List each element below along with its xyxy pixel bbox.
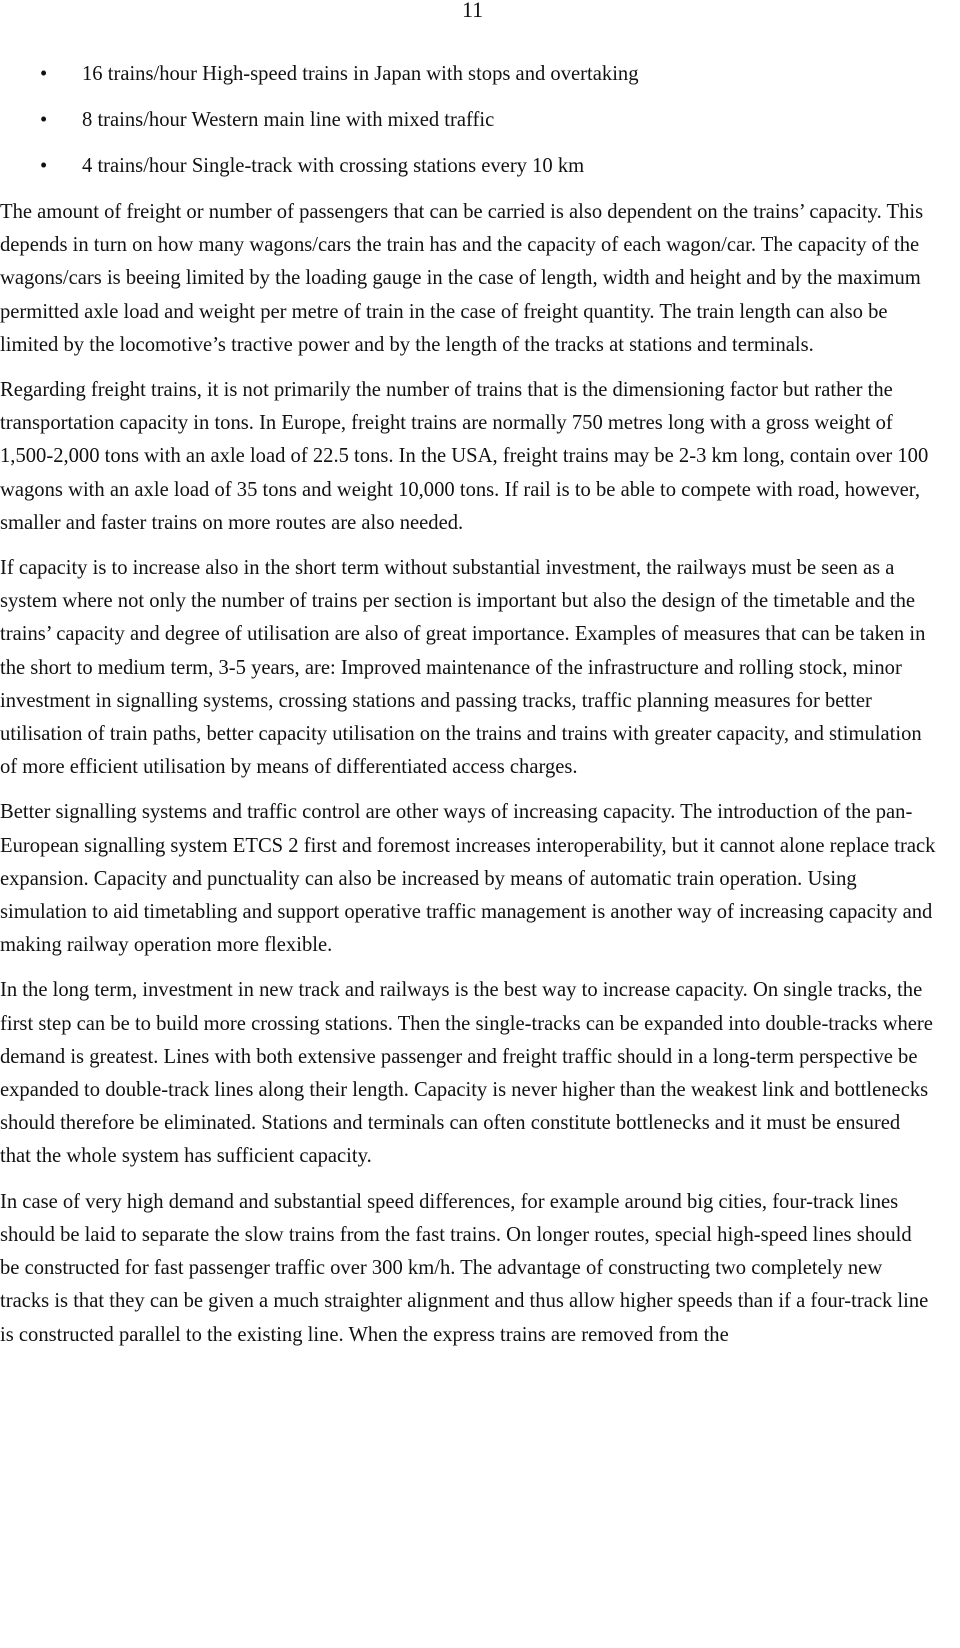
bullet-icon: • — [40, 63, 48, 85]
paragraph-short-term-measures: If capacity is to increase also in the short term without substantial investment, the railways must be seen as a system where not only the number of trains per section is important but also the design of the timetable and the trains’ capacity and degree of utilisation are also of great importance. Examples of measures that can be taken in the short to medium term, 3-5 years, are: Improved maintenance of the infrastructure and rolling stock, minor investment in signalling systems, crossing stations and passing tracks, traffic planning measures for better utilisation of train paths, better capacity utilisation on the trains and trains with greater capacity, and stimulation of more efficient utilisation by means of differentiated access charges. — [0, 557, 926, 779]
page-body — [0, 51, 936, 1364]
list-item-text: 16 trains/hour High-speed trains in Japan with stops and overtaking — [82, 63, 639, 85]
train-frequency-list — [0, 51, 936, 189]
list-item-text: 4 trains/hour Single-track with crossing stations every 10 km — [82, 155, 585, 177]
bullet-icon: • — [40, 109, 48, 131]
paragraph-freight-trains: Regarding freight trains, it is not primarily the number of trains that is the dimensioning factor but rather the transportation capacity in tons. In Europe, freight trains are normally 750 metres long with a gross weight of 1,500-2,000 tons with an axle load of 22.5 tons. In the USA, freight trains may be 2-3 km long, contain over 100 wagons with an axle load of 35 tons and weight 10,000 tons. If rail is to be able to compete with road, however, smaller and faster trains on more routes are also needed. — [0, 379, 929, 534]
list-item — [0, 97, 936, 143]
paragraph-train-capacity: The amount of freight or number of passengers that can be carried is also dependent on the trains’ capacity. This depends in turn on how many wagons/cars the train has and the capacity of each wagon/car. The capacity of the wagons/cars is beeing limited by the loading gauge in the case of length, width and height and by the maximum permitted axle load and weight per metre of train in the case of freight quantity. The train length can also be limited by the locomotive’s tractive power and by the length of the tracks at stations and terminals. — [0, 201, 924, 356]
paragraph-long-term-investment: In the long term, investment in new track and railways is the best way to increase capacity. On single tracks, the first step can be to build more crossing stations. Then the single-tracks can be expanded into double-tracks where demand is greatest. Lines with both extensive passenger and freight traffic should in a long-term perspective be expanded to double-track lines along their length. Capacity is never higher than the weakest link and bottlenecks should therefore be eliminated. Stations and terminals can often constitute bottlenecks and it must be ensured that the whole system has sufficient capacity. — [0, 979, 933, 1168]
bullet-icon: • — [40, 155, 48, 177]
paragraph-high-speed-lines: In case of very high demand and substantial speed differences, for example around big cities, four-track lines should be laid to separate the slow trains from the fast trains. On longer routes, special high-speed lines should be constructed for fast passenger traffic over 300 km/h. The advantage of constructing two completely new tracks is that they can be given a much straighter alignment and thus allow higher speeds than if a four-track line is constructed parallel to the existing line. When the express trains are removed from the — [0, 1190, 929, 1346]
list-item — [0, 143, 936, 189]
page-number: 11 — [462, 0, 484, 22]
list-item-text: 8 trains/hour Western main line with mixed traffic — [82, 109, 495, 131]
paragraph-signalling-systems: Better signalling systems and traffic control are other ways of increasing capacity. The introduction of the pan-European signalling system ETCS 2 first and foremost increases interoperability, but it cannot alone replace track expansion. Capacity and punctuality can also be increased by means of automatic train operation. Using simulation to aid timetabling and support operative traffic management is another way of increasing capacity and making railway operation more flexible. — [0, 801, 936, 957]
list-item — [0, 51, 936, 97]
